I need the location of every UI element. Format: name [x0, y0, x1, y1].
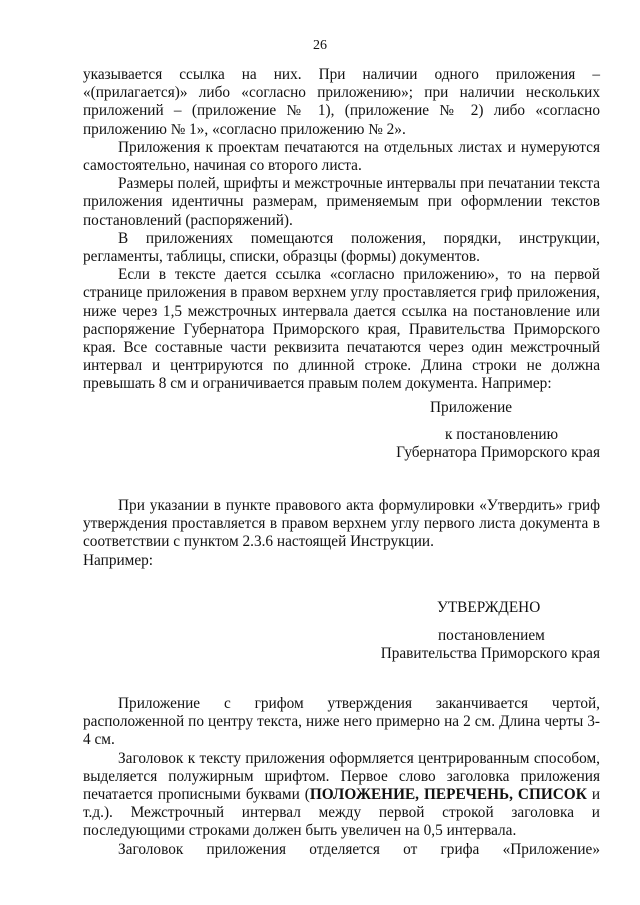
stamp-line: постановлением: [438, 627, 545, 644]
stamp-line: Правительства Приморского края: [380, 645, 600, 662]
paragraph: Приложения к проектам печатаются на отдельных листах и нумеруются самостоятельно, начиная со второго листа.: [83, 138, 600, 175]
text-block-top: [83, 66, 600, 394]
stamp-line: Губернатора Приморского края: [396, 444, 600, 461]
paragraph: Заголовок приложения отделяется от грифа «Приложение»: [118, 840, 600, 858]
paragraph: [83, 750, 600, 841]
paragraph: Если в тексте дается ссылка «согласно приложению», то на первой странице приложения в правом верхнем углу проставляется гриф приложения, ниже через 1,5 межстрочных интервала дается ссылка на постановление или распоряжение Губернатора Приморского края, Правительства Приморского края. Все составные части реквизита печатаются через один межстрочный интервал и центрируются по длинной строке. Длина строки не должна превышать 8 см и ограничивается правым полем документа. Например:: [83, 266, 600, 393]
paragraph: Размеры полей, шрифты и межстрочные интервалы при печатании текста приложения идентичны размерам, применяемым при оформлении текстов постановлений (распоряжений).: [83, 175, 600, 229]
paragraph: Приложение с грифом утверждения заканчивается чертой, расположенной по центру текста, ниже него примерно на 2 см. Длина черты 3-4 см.: [83, 695, 600, 749]
stamp-line: Приложение: [430, 399, 513, 416]
paragraph: В приложениях помещаются положения, порядки, инструкции, регламенты, таблицы, списки, образцы (формы) документов.: [83, 229, 600, 266]
text-run: и т.д.). Межстрочный интервал между первой строкой заголовка и последующими строками должен быть увеличен на 0,5 интервала.: [83, 786, 601, 840]
text-block-middle: [83, 497, 600, 570]
text-run: Заголовок к тексту приложения оформляется центрированным способом, выделяется полужирным шрифтом. Первое слово заголовка приложения печатается прописными буквами (: [83, 749, 600, 804]
stamp-line: УТВЕРЖДЕНО: [437, 599, 541, 616]
stamp-line: к постановлению: [445, 426, 559, 443]
page-number: 26: [313, 38, 327, 53]
paragraph: Например:: [83, 551, 154, 569]
paragraph: При указании в пункте правового акта формулировки «Утвердить» гриф утверждения проставляется в правом верхнем углу первого листа документа в соответствии с пунктом 2.3.6 настоящей Инструкции.: [83, 497, 600, 551]
paragraph: указывается ссылка на них. При наличии одного приложения – «(прилагается)» либо «согласно приложению»; при наличии нескольких приложений – (приложение № 1), (приложение № 2) либо «согласно приложению № 1», «согласно приложению № 2».: [83, 66, 600, 138]
bold-text-run: ПОЛОЖЕНИЕ, ПЕРЕЧЕНЬ, СПИСОК: [309, 786, 587, 804]
text-block-bottom: [83, 695, 600, 859]
